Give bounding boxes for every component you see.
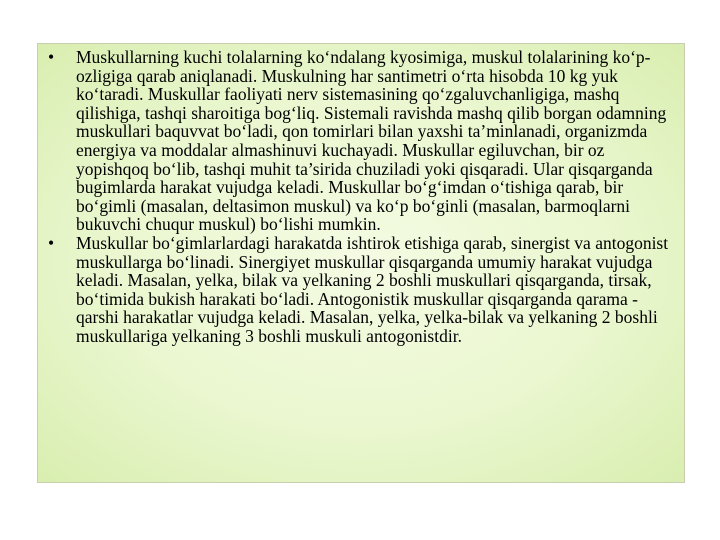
bullet-text: Muskullar bo‘gimlarlardagi harakatda ishtirok etishiga qarab, sinergist va antogonist muskullarga bo‘linadi. Sinergiyet muskullar qisqarganda umumiy harakat vujudga keladi. Masalan, yelka, bilak va yelkaning 2 boshli muskullari qisqarganda, tirsak, bo‘timida bukish harakati bo‘ladi. Antogonistik muskullar qisqarganda qarama -qarshi harakatlar vujudga keladi. Masalan, yelka, yelka-bilak va yelkaning 2 boshli muskullariga yelkaning 3 boshli muskuli antogonistdir. [76,232,669,346]
bullet-marker: • [48,232,55,253]
bullet-marker: • [48,47,55,67]
text-box [37,43,685,483]
bullet-list [44,48,674,346]
bullet-item-muscle-strength [44,48,674,234]
bullet-text: Muskullarning kuchi tolalarning ko‘ndalang kyosimiga, muskul tolalarining ko‘p-ozligiga qarab aniqlanadi. Muskulning har santimetri o‘rta hisobda 10 kg yuk ko‘taradi. Muskullar faoliyati nerv sistemasining qo‘zgaluvchanligiga, mashq qilishiga, tashqi sharoitiga bog‘liq. Sistemali ravishda mashq qilib borgan odamning muskullari baquvvat bo‘ladi, qon tomirlari bilan yaxshi ta’minlanadi, organizmda energiya va moddalar almashinuvi kuchayadi. Muskullar egiluvchan, bir oz yopishqoq bo‘lib, tashqi muhit ta’sirida chuziladi yoki qisqaradi. Ular qisqarganda bugimlarda harakat vujudga keladi. Muskullar bo‘g‘imdan o‘tishiga qarab, bir bo‘gimli (masalan, deltasimon muskul) va ko‘p bo‘ginli (masalan, barmoqlarni bukuvchi chuqur muskul) bo‘lishi mumkin. [76,47,667,235]
bullet-item-synergist-antagonist [44,234,674,346]
